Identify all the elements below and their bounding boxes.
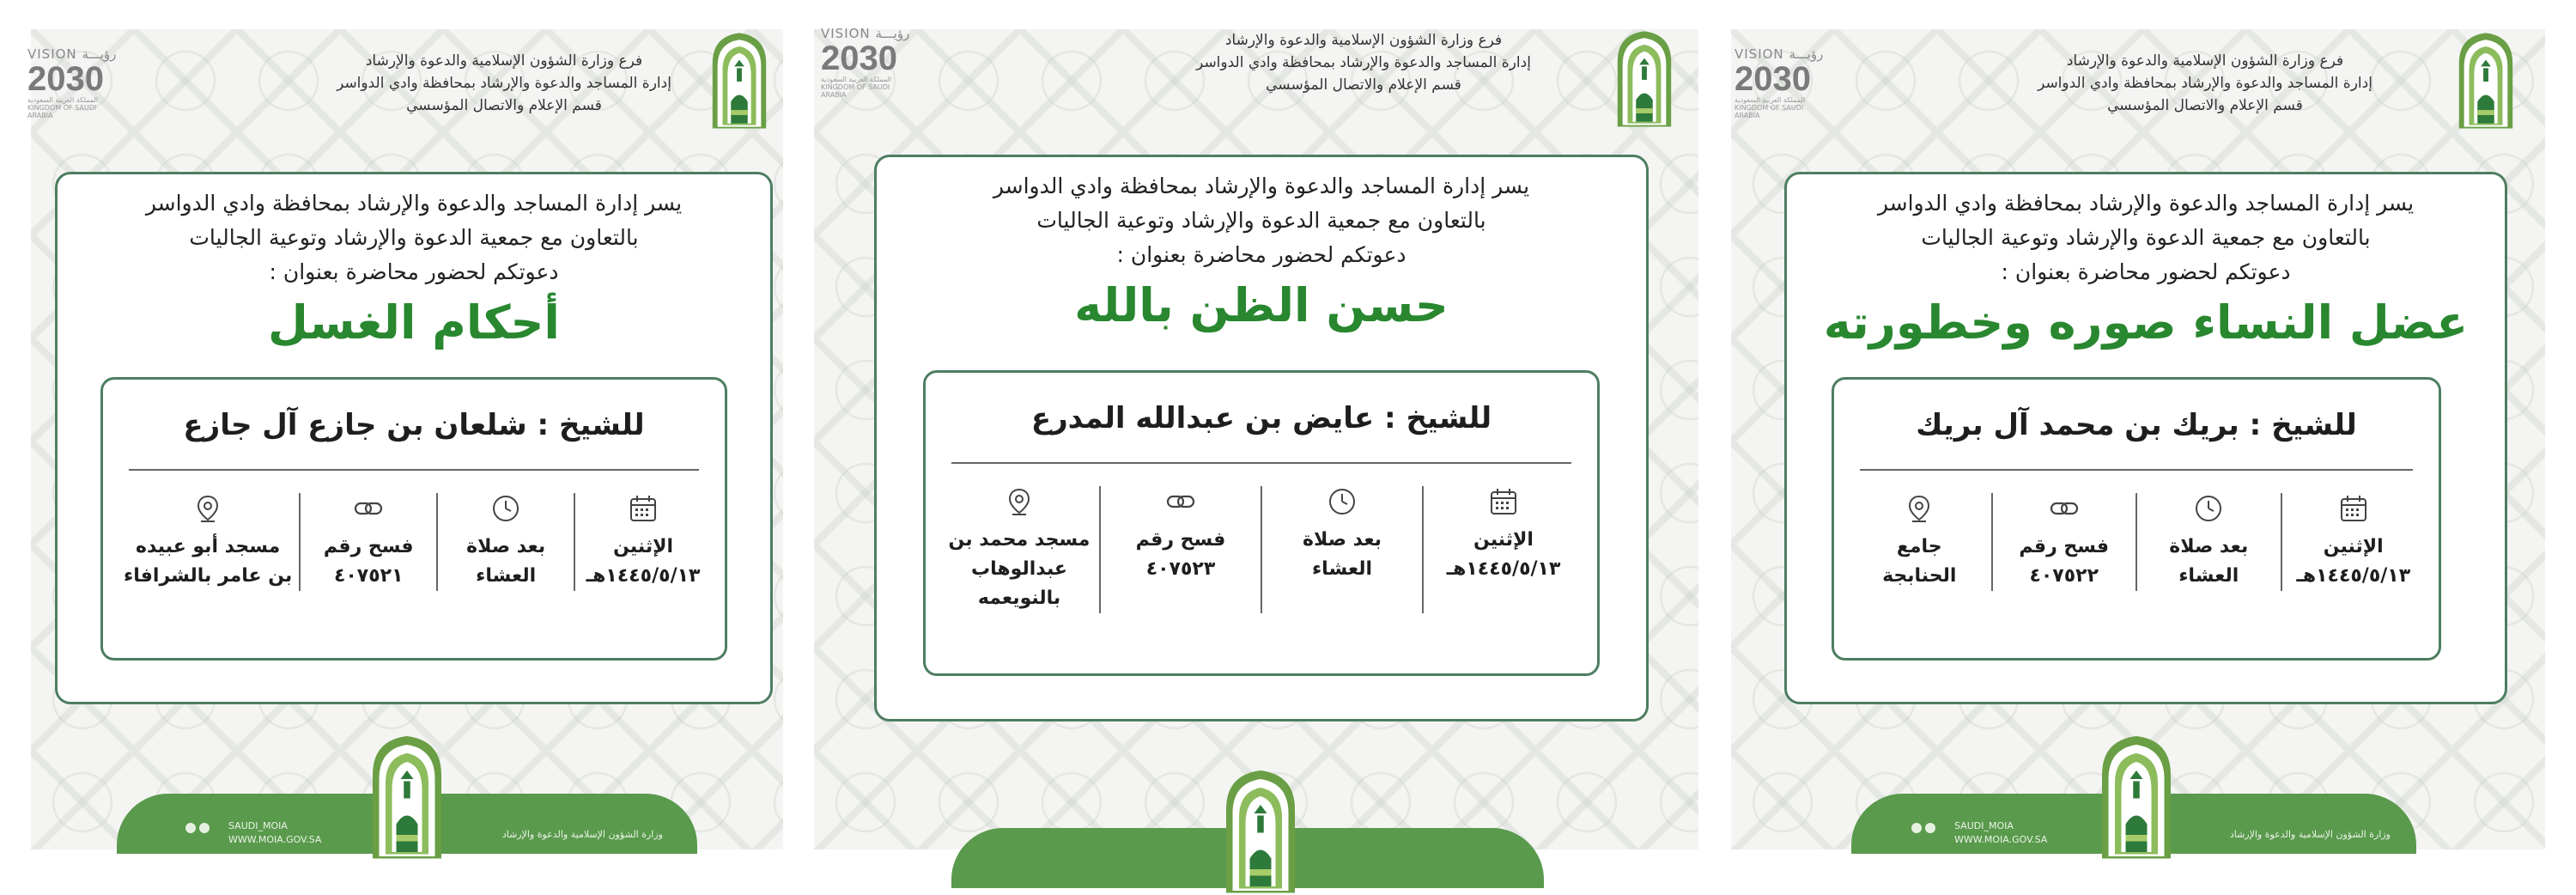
clock-icon [490, 493, 521, 524]
detail-date: الإثنين ١٤٤٥/٥/١٣هـ [2281, 493, 2426, 591]
footer-emblem-icon [1192, 766, 1329, 895]
detail-time: بعد صلاة العشاء [2136, 493, 2281, 591]
detail-permit: فسح رقم ٤٠٧٥٢٢ [1991, 493, 2136, 591]
divider [951, 462, 1571, 464]
footer-contacts: SAUDI_MOIA WWW.MOIA.GOV.SA [228, 820, 322, 845]
invitation-text: يسر إدارة المساجد والدعوة والإرشاد بمحافظة وادي الدواسر بالتعاون مع جمعية الدعوة والإرشاد وتوعية الجاليات دعوتكم لحضور محاضرة بعنوان : [993, 174, 1530, 267]
location-pin-icon [1004, 486, 1035, 517]
detail-date: الإثنين ١٤٤٥/٥/١٣هـ [1422, 486, 1583, 613]
link-icon [2049, 493, 2080, 524]
header-line: قسم الإعلام والاتصال المؤسسي [406, 97, 602, 114]
poster-husn-althan [814, 26, 1698, 849]
lecture-details-box [100, 377, 727, 661]
ministry-emblem-icon [706, 29, 773, 131]
calendar-icon [2338, 493, 2369, 524]
details-row [1834, 493, 2439, 591]
lecture-details-box [923, 370, 1600, 676]
lecture-title: عضل النساء صوره وخطورته [1823, 295, 2469, 350]
footer-contacts: SAUDI_MOIA WWW.MOIA.GOV.SA [1954, 820, 2048, 845]
lecture-details-box [1832, 377, 2441, 661]
link-icon [1165, 486, 1196, 517]
social-icon [1925, 823, 1935, 833]
location-pin-icon [1904, 493, 1935, 524]
footer-ministry: وزارة الشؤون الإسلامية والدعوة والإرشاد [501, 829, 663, 840]
header-line: إدارة المساجد والدعوة والإرشاد بمحافظة وادي الدواسر [337, 75, 671, 92]
social-icon [185, 823, 196, 833]
lecture-title: حسن الظن بالله [1074, 278, 1449, 332]
invitation-card [1784, 172, 2507, 704]
invitation-text: يسر إدارة المساجد والدعوة والإرشاد بمحافظة وادي الدواسر بالتعاون مع جمعية الدعوة والإرشاد وتوعية الجاليات دعوتكم لحضور محاضرة بعنوان : [1877, 191, 2415, 284]
calendar-icon [1488, 486, 1519, 517]
social-icons [1911, 823, 1935, 833]
social-icon [199, 823, 210, 833]
detail-date: الإثنين ١٤٤٥/٥/١٣هـ [574, 493, 711, 591]
social-icons [185, 823, 210, 833]
detail-location: مسجد محمد بن عبدالوهاب بالنويعمه [939, 486, 1099, 613]
calendar-icon [628, 493, 659, 524]
clock-icon [1327, 486, 1358, 517]
detail-location: جامع الحنابجة [1848, 493, 1991, 591]
sheikh-name: للشيخ : شلعان بن جازع آل جازع [183, 408, 645, 442]
footer-emblem-icon [338, 732, 476, 861]
divider [1860, 469, 2413, 471]
detail-permit: فسح رقم ٤٠٧٥٢٣ [1099, 486, 1261, 613]
footer-emblem-icon [2068, 732, 2205, 861]
sheikh-name: للشيخ : عايض بن عبدالله المدرع [1030, 401, 1492, 435]
social-icon [1911, 823, 1922, 833]
detail-time: بعد صلاة العشاء [1261, 486, 1422, 613]
location-pin-icon [192, 493, 223, 524]
lecture-title: أحكام الغسل [268, 295, 560, 350]
invitation-card [55, 172, 773, 704]
detail-time: بعد صلاة العشاء [436, 493, 574, 591]
vision-2030-logo: VISION رؤيـــة 2030 المملكة العربية السعودية KINGDOM OF SAUDI ARABIA [27, 46, 117, 119]
detail-permit: فسح رقم ٤٠٧٥٢١ [299, 493, 436, 591]
header-lines: فرع وزارة الشؤون الإسلامية والدعوة والإرشاد إدارة المساجد والدعوة والإرشاد بمحافظة وادي الدواسر قسم الإعلام والاتصال المؤسسي [1196, 32, 1531, 94]
detail-location: مسجد أبو عبيده بن عامر بالشرافاء [117, 493, 299, 591]
invitation-text: يسر إدارة المساجد والدعوة والإرشاد بمحافظة وادي الدواسر بالتعاون مع جمعية الدعوة والإرشاد وتوعية الجاليات دعوتكم لحضور محاضرة بعنوان : [145, 191, 683, 284]
link-icon [353, 493, 384, 524]
poster-ahkam-alghusl [27, 29, 783, 849]
header-lines: فرع وزارة الشؤون الإسلامية والدعوة والإرشاد إدارة المساجد والدعوة والإرشاد بمحافظة وادي الدواسر قسم الإعلام والاتصال المؤسسي [2038, 52, 2372, 114]
vision-2030-logo: VISION رؤيـــة 2030 المملكة العربية السعودية KINGDOM OF SAUDI ARABIA [1735, 46, 1824, 119]
details-row [926, 486, 1597, 613]
divider [129, 469, 699, 471]
ministry-emblem-icon [2452, 29, 2519, 131]
sheikh-name: للشيخ : بريك بن محمد آل بريك [1916, 408, 2357, 442]
details-row [103, 493, 725, 591]
ministry-emblem-icon [1611, 27, 1678, 129]
footer-ministry: وزارة الشؤون الإسلامية والدعوة والإرشاد [2229, 829, 2391, 840]
poster-adl-alnisa [1731, 29, 2545, 849]
invitation-card [874, 155, 1649, 721]
header-lines [319, 50, 689, 117]
vision-2030-logo: VISION رؤيـــة 2030 المملكة العربية السعودية KINGDOM OF SAUDI ARABIA [821, 26, 910, 99]
header-line: فرع وزارة الشؤون الإسلامية والدعوة والإرشاد [365, 52, 643, 70]
clock-icon [2193, 493, 2224, 524]
